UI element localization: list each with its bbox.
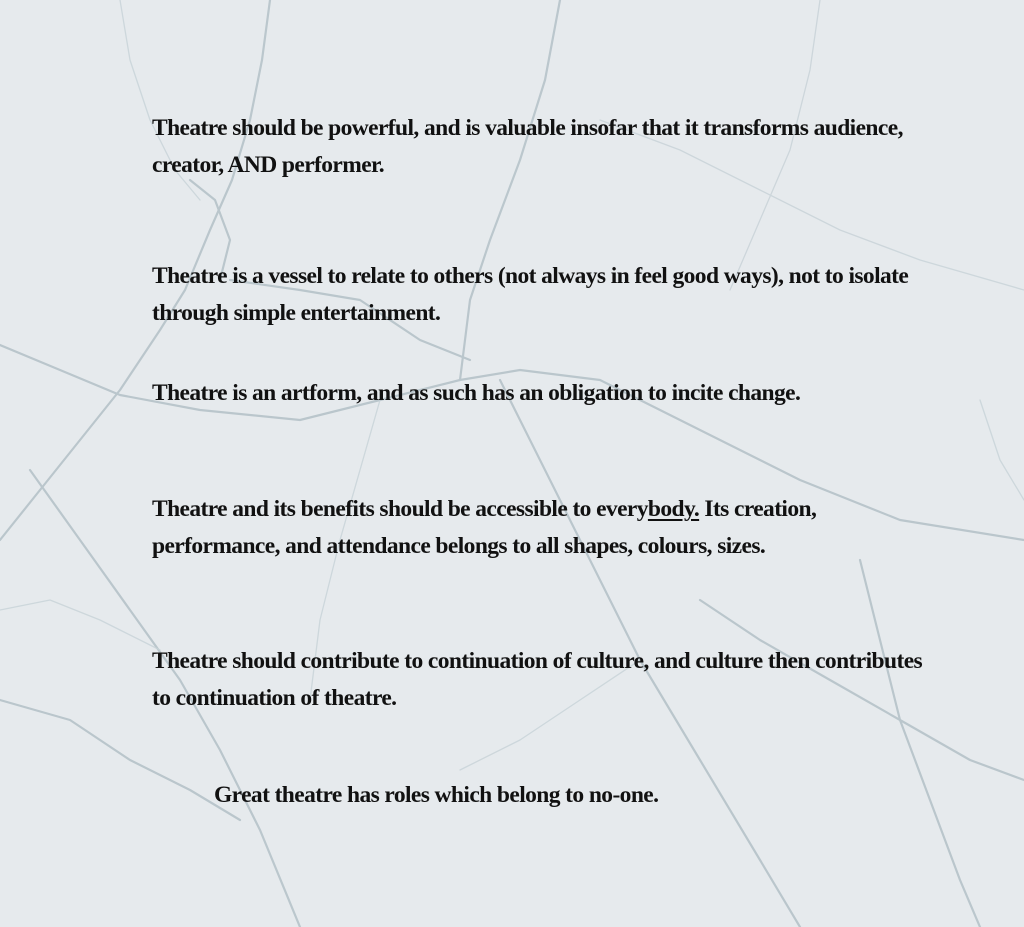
paragraph-text: Theatre should contribute to continuation of culture, and culture then contributes to continuation of theatre. [152,648,923,711]
paragraph-artform [152,375,942,412]
underlined-word: body. [647,496,700,522]
paragraph-text-before: Theatre and its benefits should be accessible to every [152,496,648,522]
closing-text: Great theatre has roles which belong to no-one. [214,782,659,808]
paragraph-powerful [152,110,942,184]
paragraph-culture [152,643,942,717]
paragraph-text: Theatre is an artform, and as such has an obligation to incite change. [152,380,801,406]
closing-statement [214,777,658,814]
paragraph-text: Theatre is a vessel to relate to others (not always in feel good ways), not to isolate through simple entertainment. [152,263,909,326]
paragraph-text: Theatre should be powerful, and is valuable insofar that it transforms audience, creator, AND performer. [152,115,903,178]
paragraph-vessel [152,258,942,332]
paragraph-accessible [152,491,942,565]
paragraph-text-after: Its creation, performance, and attendance belongs to all shapes, colours, sizes. [152,496,817,559]
